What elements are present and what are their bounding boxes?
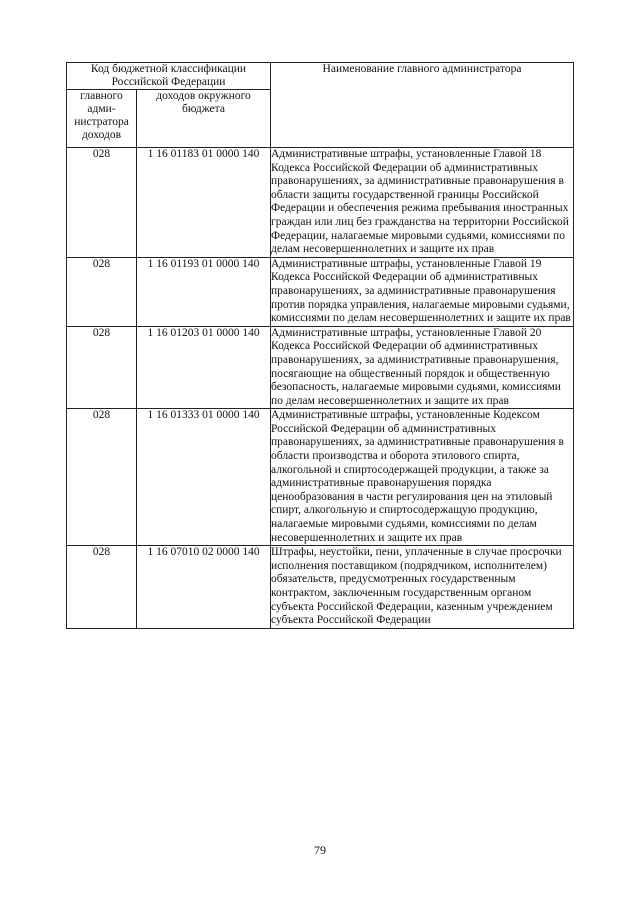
budget-code-cell: 1 16 07010 02 0000 140 [137, 546, 271, 629]
admin-code-cell: 028 [67, 257, 137, 326]
administrator-name-cell: Административные штрафы, установленные Кодексом Российской Федерации об административных правонарушениях, за административные правонарушения в области производства и оборота этилового спирта, алкогольной и спиртосодержащей продукции, а также за административные правонарушения порядка ценообразования в части регулирования цен на этиловый спирт, алкогольную и спиртосодержащую продукцию, налагаемые мировыми судьями, комиссиями по делам несовершеннолетних и защите их прав [271, 409, 574, 546]
budget-code-cell: 1 16 01333 01 0000 140 [137, 409, 271, 546]
page-number: 79 [314, 843, 326, 857]
admin-code-cell: 028 [67, 409, 137, 546]
budget-code-cell: 1 16 01193 01 0000 140 [137, 257, 271, 326]
admin-code-cell: 028 [67, 326, 137, 409]
admin-column-header: главного адми-нистратора доходов [67, 90, 137, 148]
table-row [67, 409, 574, 546]
header-row-1 [67, 63, 574, 90]
admin-code-cell: 028 [67, 148, 137, 258]
budget-code-cell: 1 16 01203 01 0000 140 [137, 326, 271, 409]
administrator-name-cell: Административные штрафы, установленные Главой 19 Кодекса Российской Федерации об административных правонарушениях, за административные правонарушения против порядка управления, налагаемые мировыми судьями, комиссиями по делам несовершеннолетних и защите их прав [271, 257, 574, 326]
budget-classification-table [66, 62, 574, 629]
budget-code-cell: 1 16 01183 01 0000 140 [137, 148, 271, 258]
administrator-name-cell: Штрафы, неустойки, пени, уплаченные в случае просрочки исполнения поставщиком (подрядчиком, исполнителем) обязательств, предусмотренных государственным контрактом, заключенным государственным органом субъекта Российской Федерации, казенным учреждением субъекта Российской Федерации [271, 546, 574, 629]
income-column-header: доходов окружного бюджета [137, 90, 271, 148]
name-column-header: Наименование главного администратора [271, 63, 574, 148]
table-row [67, 148, 574, 258]
table-row [67, 546, 574, 629]
table-row [67, 326, 574, 409]
administrator-name-cell: Административные штрафы, установленные Главой 20 Кодекса Российской Федерации об административных правонарушениях, за административные правонарушения, посягающие на общественный порядок и общественную безопасность, налагаемые мировыми судьями, комиссиями по делам несовершеннолетних и защите их прав [271, 326, 574, 409]
admin-code-cell: 028 [67, 546, 137, 629]
administrator-name-cell: Административные штрафы, установленные Главой 18 Кодекса Российской Федерации об административных правонарушениях, за административные правонарушения в области защиты государственной границы Российской Федерации и обеспечения режима пребывания иностранных граждан или лиц без гражданства на территории Российской Федерации, налагаемые мировыми судьями, комиссиями по делам несовершеннолетних и защите их прав [271, 148, 574, 258]
table-row [67, 257, 574, 326]
code-group-header: Код бюджетной классификации Российской Федерации [67, 63, 271, 90]
